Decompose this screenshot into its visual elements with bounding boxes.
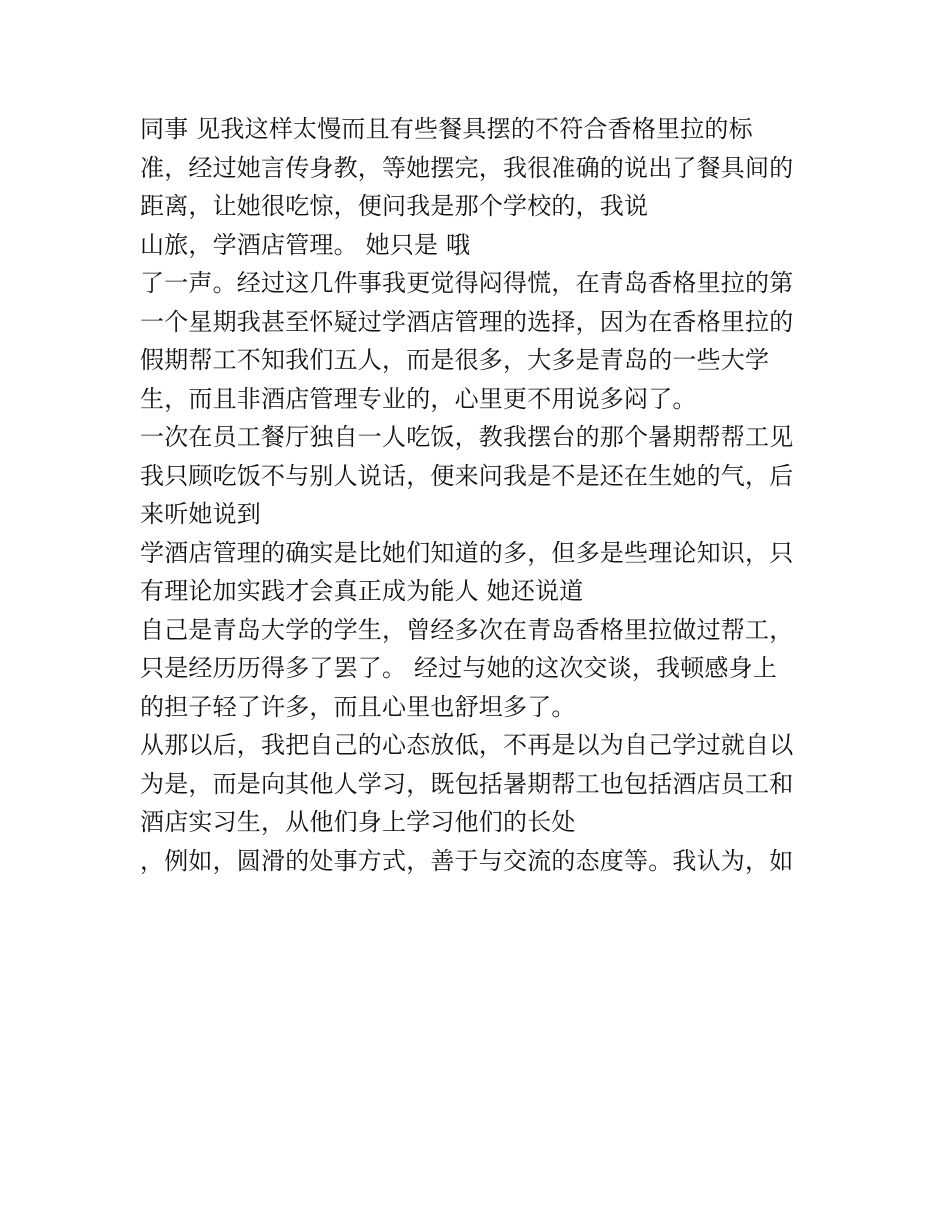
text-line-3: 距离，让她很吃惊，便问我是那个学校的，我说 [140, 192, 649, 220]
text-line-15: 只是经历历得多了罢了。 经过与她的这次交谈，我顿感身上 [140, 654, 778, 682]
body-text [140, 110, 830, 880]
text-line-4: 山旅，学酒店管理。 她只是 哦 [140, 230, 471, 259]
text-line-1: 同事 见我这样太慢而且有些餐具摆的不符合香格里拉的标 [140, 115, 753, 143]
text-line-11: 来听她说到 [140, 500, 261, 528]
text-line-7: 假期帮工不知我们五人，而是很多，大多是青岛的一些大学 [140, 346, 770, 374]
text-line-5: 了一声。经过这几件事我更觉得闷得慌，在青岛香格里拉的第 [140, 269, 794, 297]
text-line-14: 自己是青岛大学的学生，曾经多次在青岛香格里拉做过帮工， [140, 615, 794, 644]
text-line-13: 有理论加实践才会真正成为能人 她还说道 [140, 577, 584, 605]
text-line-19: 酒店实习生，从他们身上学习他们的长处 [140, 808, 576, 836]
text-line-10: 我只顾吃饭不与别人说话，便来问我是不是还在生她的气，后 [140, 461, 794, 490]
text-line-2: 准，经过她言传身教，等她摆完，我很准确的说出了餐具间的 [140, 153, 794, 182]
text-line-9: 一次在员工餐厅独自一人吃饭，教我摆台的那个暑期帮帮工见 [140, 423, 794, 451]
text-line-20: ，例如，圆滑的处事方式，善于与交流的态度等。我认为，如 [140, 846, 794, 875]
text-line-16: 的担子轻了许多，而且心里也舒坦多了。 [140, 692, 576, 721]
text-line-18: 为是，而是向其他人学习，既包括暑期帮工也包括酒店员工和 [140, 769, 794, 798]
text-line-8: 生，而且非酒店管理专业的，心里更不用说多闷了。 [140, 384, 697, 413]
text-line-12: 学酒店管理的确实是比她们知道的多，但多是些理论知识，只 [140, 538, 794, 567]
text-line-6: 一个星期我甚至怀疑过学酒店管理的选择，因为在香格里拉的 [140, 307, 794, 336]
text-line-17: 从那以后，我把自己的心态放低，不再是以为自己学过就自以 [140, 731, 794, 759]
